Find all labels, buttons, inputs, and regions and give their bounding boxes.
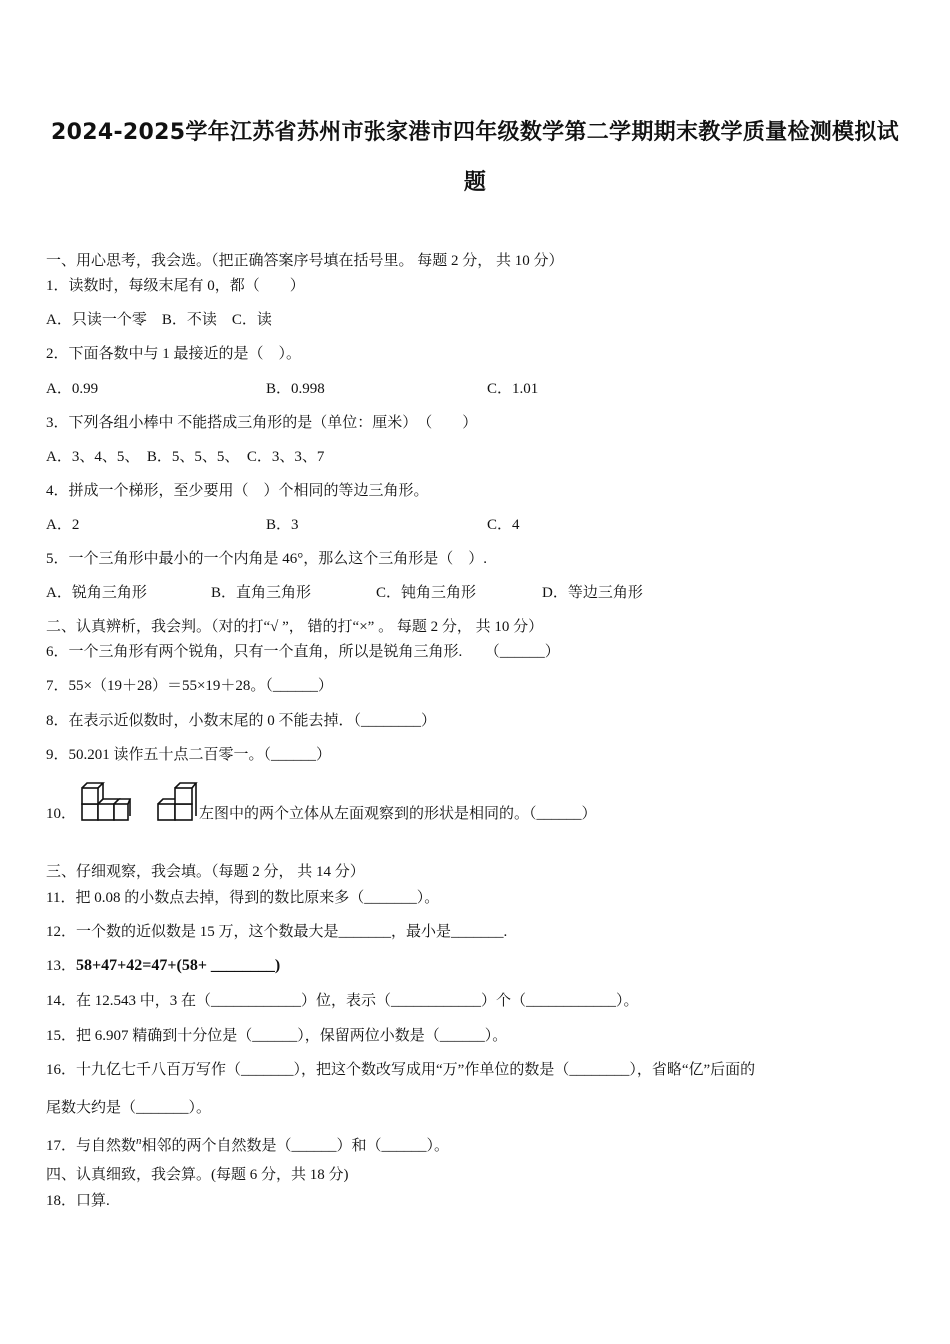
option-c: C．1.01: [487, 381, 539, 397]
question-6: 6．一个三角形有两个锐角，只有一个直角，所以是锐角三角形. （______）: [46, 644, 560, 660]
question-2: 2．下面各数中与 1 最接近的是（ ）。: [46, 346, 302, 362]
section-1-heading: 一、用心思考，我会选。（把正确答案序号填在括号里。 每题 2 分， 共 10 分）: [46, 253, 564, 269]
option-a: A．锐角三角形: [46, 585, 147, 601]
section-4-heading: 四、认真细致，我会算。(每题 6 分，共 18 分): [46, 1167, 349, 1183]
section-2-heading: 二、认真辨析，我会判。（对的打“√ ”， 错的打“×” 。 每题 2 分， 共 10 分）: [46, 619, 544, 635]
question-16-line-2: 尾数大约是（_______）。: [46, 1100, 212, 1116]
question-8: 8．在表示近似数时，小数末尾的 0 不能去掉．（________）: [46, 713, 437, 729]
question-13: [46, 956, 280, 976]
option-d: D．等边三角形: [542, 585, 643, 601]
question-17: [46, 1131, 449, 1156]
question-10-number: 10．: [46, 806, 77, 822]
question-17-prefix: 17．与自然数: [46, 1138, 137, 1154]
option-a: A．0.99: [46, 381, 99, 397]
option-b: B．3: [266, 517, 299, 533]
question-14: 14．在 12.543 中，3 在（____________）位，表示（____________）个（____________）。: [46, 993, 639, 1009]
question-1-options: A．只读一个零 B．不读 C．读: [46, 312, 272, 328]
question-13-number: 13．: [46, 958, 77, 974]
option-c: C．4: [487, 517, 520, 533]
variable-n: n: [136, 1135, 142, 1147]
question-4: 4．拼成一个梯形，至少要用（ ）个相同的等边三角形。: [46, 483, 429, 499]
question-3-options: A．3、4、5、 B．5、5、5、 C．3、3、7: [46, 449, 325, 465]
question-18: 18．口算.: [46, 1193, 110, 1209]
option-a: A．2: [46, 517, 80, 533]
title-line-1: 2024-2025学年江苏省苏州市张家港市四年级数学第二学期期末教学质量检测模拟试: [51, 120, 899, 145]
cube-figure-2: [154, 780, 198, 824]
question-17-suffix: 相邻的两个自然数是（______）和（______）。: [141, 1138, 450, 1154]
question-13-expression: 58+47+42=47+(58+ ________): [76, 957, 281, 974]
option-b: B．直角三角形: [211, 585, 312, 601]
question-7: 7．55×（19＋28）＝55×19＋28。（______）: [46, 678, 333, 694]
page-title: [40, 108, 910, 208]
question-15: 15．把 6.907 精确到十分位是（______），保留两位小数是（______）。: [46, 1028, 508, 1044]
question-16-line-1: 16．十九亿七千八百万写作（_______），把这个数改写成用“万”作单位的数是（________），省略“亿”后面的: [46, 1062, 756, 1078]
question-5: 5．一个三角形中最小的一个内角是 46°，那么这个三角形是（ ）.: [46, 551, 488, 567]
question-9: 9．50.201 读作五十点二百零一。（______）: [46, 747, 332, 763]
question-10-text: 左图中的两个立体从左面观察到的形状是相同的。（______）: [199, 806, 597, 822]
title-line-2: 题: [463, 170, 487, 195]
cube-figure-1: [80, 780, 132, 824]
option-c: C．钝角三角形: [376, 585, 477, 601]
section-3-heading: 三、仔细观察，我会填。（每题 2 分， 共 14 分）: [46, 864, 365, 880]
question-1: 1．读数时，每级末尾有 0，都（ ）: [46, 278, 305, 294]
question-3: 3．下列各组小棒中 不能搭成三角形的是（单位：厘米） （ ）: [46, 415, 478, 431]
question-11: 11．把 0.08 的小数点去掉，得到的数比原来多（_______）。: [46, 890, 440, 906]
question-12: 12．一个数的近似数是 15 万，这个数最大是_______，最小是_______.: [46, 924, 508, 940]
option-b: B．0.998: [266, 381, 325, 397]
